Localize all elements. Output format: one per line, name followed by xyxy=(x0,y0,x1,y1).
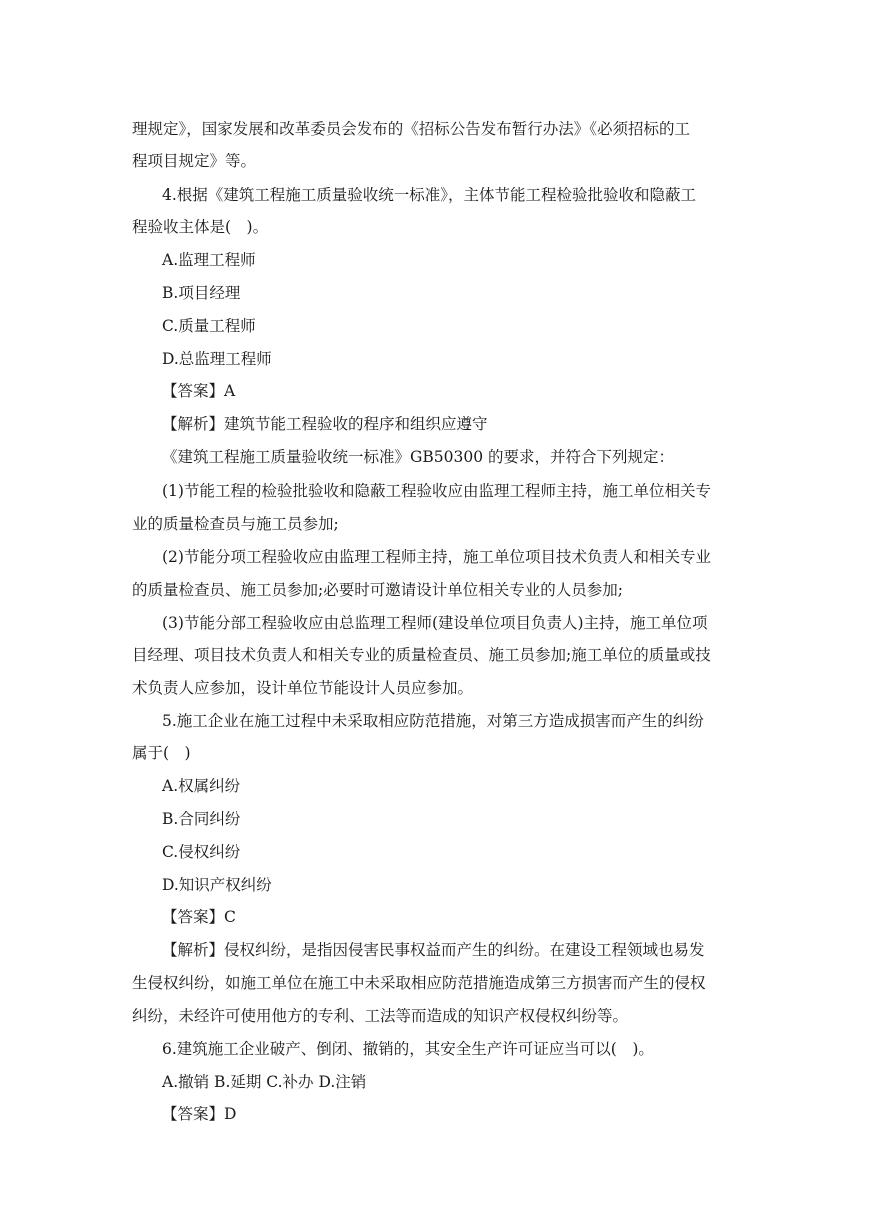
text-line: 程验收主体是( )。 xyxy=(132,218,269,236)
text-line: 术负责人应参加，设计单位节能设计人员应参加。 xyxy=(132,679,474,697)
option-a: A.监理工程师 xyxy=(162,251,256,269)
option-a: A.权属纠纷 xyxy=(162,777,241,795)
question-5: 5.施工企业在施工过程中未采取相应防范措施，对第三方造成损害而产生的纠纷 xyxy=(162,712,704,730)
analysis: 【解析】建筑节能工程验收的程序和组织应遵守 xyxy=(162,415,488,433)
analysis: 【解析】侵权纠纷，是指因侵害民事权益而产生的纠纷。在建设工程领域也易发 xyxy=(162,941,705,959)
options: A.撤销 B.延期 C.补办 D.注销 xyxy=(162,1073,367,1091)
text-line: 程项目规定》等。 xyxy=(132,152,257,170)
text-line: (1)节能工程的检验批验收和隐蔽工程验收应由监理工程师主持，施工单位相关专 xyxy=(162,482,711,500)
question-6: 6.建筑施工企业破产、倒闭、撤销的，其安全生产许可证应当可以( )。 xyxy=(162,1040,654,1058)
option-d: D.知识产权纠纷 xyxy=(162,876,272,894)
text-line: 《建筑工程施工质量验收统一标准》GB50300 的要求，并符合下列规定： xyxy=(162,448,675,466)
question-4: 4.根据《建筑工程施工质量验收统一标准》，主体节能工程检验批验收和隐蔽工 xyxy=(162,186,697,204)
text-line: 理规定》，国家发展和改革委员会发布的《招标公告发布暂行办法》《必须招标的工 xyxy=(132,120,691,138)
text-line: 属于( ) xyxy=(132,744,191,762)
option-b: B.合同纠纷 xyxy=(162,810,241,828)
option-b: B.项目经理 xyxy=(162,284,241,302)
option-c: C.质量工程师 xyxy=(162,317,256,335)
text-line: (2)节能分项工程验收应由监理工程师主持，施工单位项目技术负责人和相关专业 xyxy=(162,548,711,566)
text-line: 纠纷，未经许可使用他方的专利、工法等而造成的知识产权侵权纠纷等。 xyxy=(132,1007,629,1025)
text-line: 的质量检查员、施工员参加;必要时可邀请设计单位相关专业的人员参加; xyxy=(132,581,623,599)
text-line: 生侵权纠纷，如施工单位在施工中未采取相应防范措施造成第三方损害而产生的侵权 xyxy=(132,974,706,992)
text-line: 业的质量检查员与施工员参加; xyxy=(132,515,339,533)
text-line: (3)节能分部工程验收应由总监理工程师(建设单位项目负责人)主持，施工单位项 xyxy=(162,614,708,632)
answer: 【答案】D xyxy=(162,1105,237,1123)
option-c: C.侵权纠纷 xyxy=(162,843,241,861)
answer: 【答案】C xyxy=(162,908,236,926)
option-d: D.总监理工程师 xyxy=(162,350,272,368)
text-line: 目经理、项目技术负责人和相关专业的质量检查员、施工员参加;施工单位的质量或技 xyxy=(132,646,711,664)
answer: 【答案】A xyxy=(162,382,236,400)
